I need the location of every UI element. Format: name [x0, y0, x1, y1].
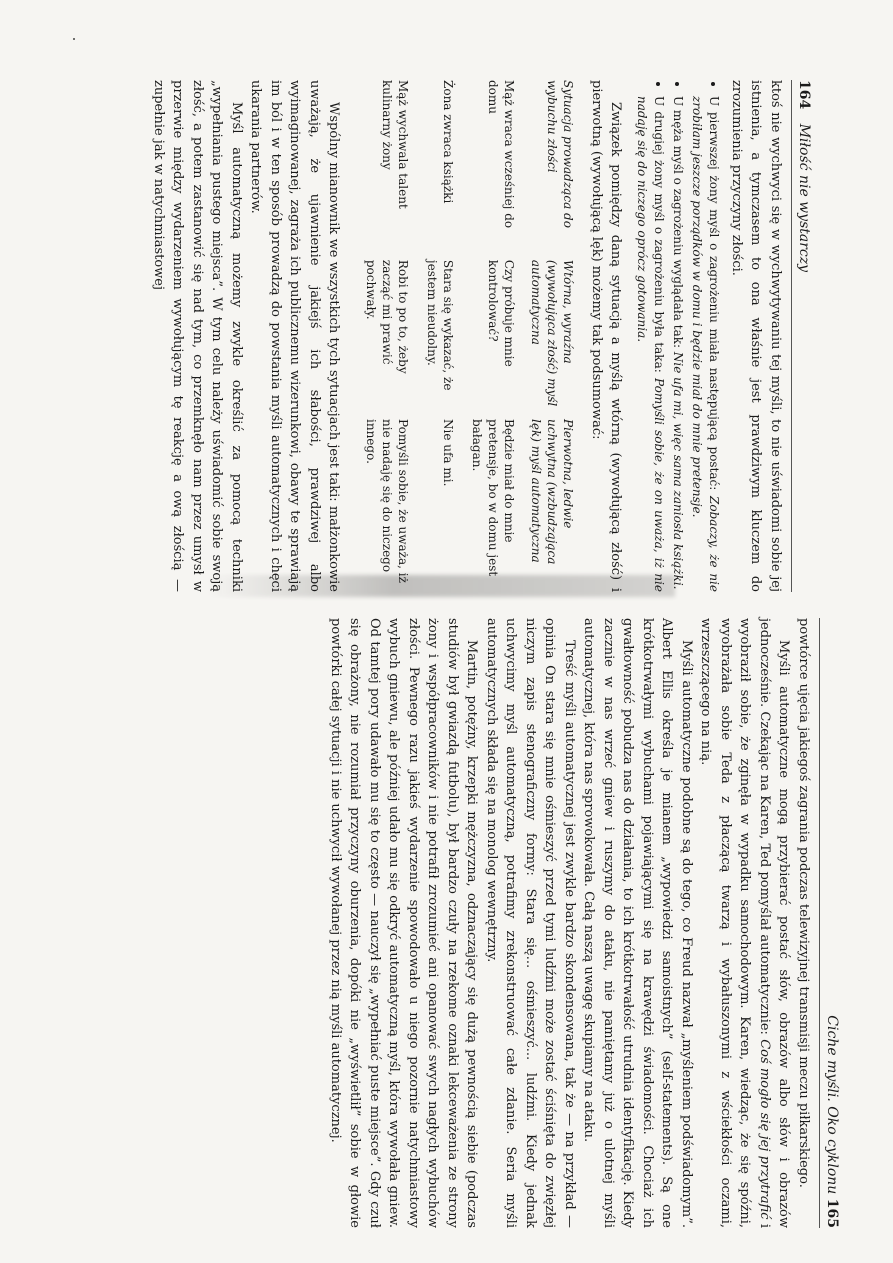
table-cell: Żona zwraca książki [441, 80, 456, 204]
list-item: • U męża myśl o zagrożeniu wyglądała tak: Nie ufa mi, więc sama zaniosła książki. [670, 96, 687, 592]
table-header: Pierwotna, ledwie uchwytna (wzbudzająca lęk) myśl automatyczna [529, 419, 576, 565]
running-title: Miłość nie wystarczy [796, 123, 812, 273]
list-item: • U drugiej żony myśl o zagrożeniu była taka: Pomyśli sobie, że on uważa, iż nie nadaję się do niczego oprócz gotowania. [634, 96, 668, 592]
running-title: Ciche myśli. Oko cyklonu [824, 1015, 840, 1195]
threat-thoughts-list [634, 80, 723, 592]
table-header: Sytuacja prowadząca do wybuchu złości [545, 80, 576, 228]
table-cell: Nie ufa mi. [441, 419, 456, 487]
freud-ellis-paragraph: Myśli automatyczne podobne są do tego, co Freud nazwał „myśleniem podświadomym”. Albert Ellis określa je mianem „wypowiedzi samoistnych” (self-statements). Są one krótkotrwałymi wybuchami pojawiającymi się na krawędzi świadomości. Chociaż ich gwałtowność pobudza nas do działania, to ich krótkotrwałość utrudnia identyfikację. Kiedy zacznie w nas wrzeć gniew i ruszymy do ataku, nie pamiętamy już o ulotnej myśli automatycznej, która nas sprowokowała. Całą naszą uwagę skupiamy na ataku. [581, 618, 694, 1228]
book-page-165 [80, 618, 840, 1228]
table-row [354, 80, 415, 592]
page-number: 165 [824, 1198, 840, 1228]
page-header [819, 618, 840, 1228]
table-header: Wtórna, wyraźna (wywołująca złość) myśl automatyczna [529, 259, 576, 407]
table-row [415, 80, 460, 592]
martin-paragraph: Martin, potężny, krzepki mężczyzna, odznaczający się dużą pewnością siebie (podczas studiów był gwiazdą futbolu), był bardzo czuły na rzekome oznaki lekceważenia ze strony żony i współpracowników i nie potrafił zrozumieć ani opanować swych nagłych wybuchów złości. Pewnego razu jakieś wydarzenie spowodowało u niego pozornie natychmiastowy wybuch gniewu, ale później udało mu się odkryć automatyczną myśl, która wywołała gniew. Od tamtej pory udawało mu się to często — nauczył się „wypełniać puste miejsce”. Gdy czuł się obrażony, nie rozumiał przyczyny oburzenia, dopóki nie „wyświetlił” sobie w głowie powtórki całej sytuacji i nie uchwycił wywołanej przez nią myśli automatycznej. [328, 618, 480, 1228]
intro-paragraph: ktoś nie wychwyci się w wychwytywaniu tej myśli, to nie uświadomi sobie jej istnienia, a tymczasem to ona właśnie jest prawdziwym kluczem do zrozumienia przyczyny złości. [729, 80, 783, 592]
condensed-content-paragraph: Treść myśli automatycznej jest zwykle bardzo skondensowana, tak że — na przykład — opinia On stara się mnie ośmieszyć przed tymi ludźmi może zostać ściśnięta do zwięzłej niczym zapis stenograficzny formy: Stara się... ośmieszyć... ludźmi. Kiedy jednak uchwycimy myśl automatyczną, potrafimy zrekonstruować całe zdanie. Seria myśli automatycznych składa się na monolog wewnętrzny. [484, 618, 577, 1228]
table-cell: Mąż wychwala talent kulinarny żony [380, 80, 411, 209]
table-row [460, 80, 521, 592]
intro-paragraph: powtórce ujęcia jakiegoś zagrania podczas telewizyjnej transmisji meczu piłkarskiego. [796, 618, 811, 1188]
thoughts-table [354, 80, 579, 592]
common-denominator-paragraph: Wspólny mianownik we wszystkich tych sytuacjach jest taki: małżonkowie uważają, że ujawnienie jakiejś ich słabości, prawdziwej albo wyimaginowanej, zagraża ich publicznemu wizerunkowi, obawy te sprawiają im ból i w ten sposób prowadzą do powstania myśli automatycznych i chęci ukarania partnerów. [248, 80, 342, 592]
table-cell: Mąż wraca wcześniej do domu [486, 80, 517, 229]
words-and-images-paragraph: Myśli automatyczne mogą przybierać postać słów, obrazów albo słów i obrazów jednocześnie. Czekając na Karen, Ted pomyślał automatycznie: Coś mogło się jej przytrafić i wyobraził sobie, że zginęła w wypadku samochodowym. Karen, wiedząc, że się spóźni, wyobrażała sobie Teda z płaczącą twarzą i wybałuszonymi z wściekłości oczami, wrzeszczącego na nią. [698, 618, 792, 1229]
table-cell: Czy próbuje mnie kontrolować? [486, 259, 517, 367]
page-number: 164 [796, 80, 812, 110]
list-item: • U pierwszej żony myśl o zagrożeniu miała następującą postać: Zobaczy, że nie zrobiłam jeszcze porządków w domu i będzie miał do mnie pretensje. [689, 96, 723, 592]
technique-paragraph: Myśl automatyczną możemy zwykle określić za pomocą techniki „wypełniania pustego miejsca”. W tym celu należy uświadomić sobie swoją złość, a potem zastanowić się nad tym, co przemknęło nam przez umysł w przerwie między wydarzeniem wywołującym tę reakcję a ową złością — zupełnie jak w natychmiastowej [151, 80, 244, 592]
table-cell: Pomyśli sobie, że uważa, iż nie nadaję się do niczego innego. [364, 419, 411, 583]
book-page-164 [82, 80, 812, 592]
summary-intro-paragraph: Związek pomiędzy daną sytuacją a myślą wtórną (wywołującą złość) i pierwotną (wywołującą lęk) możemy tak podsumować: [589, 80, 624, 592]
table-cell: Będzie miał do mnie pretensje, bo w domu jest bałagan. [470, 419, 517, 577]
table-header-row [521, 80, 579, 592]
page-header [791, 80, 812, 592]
table-cell: Robi to po to, żeby zacząć mi prawić pochwały. [364, 259, 411, 374]
scan-speck [73, 38, 75, 40]
table-cell: Stara się wykazać, że jestem nieudolny. [425, 259, 456, 391]
